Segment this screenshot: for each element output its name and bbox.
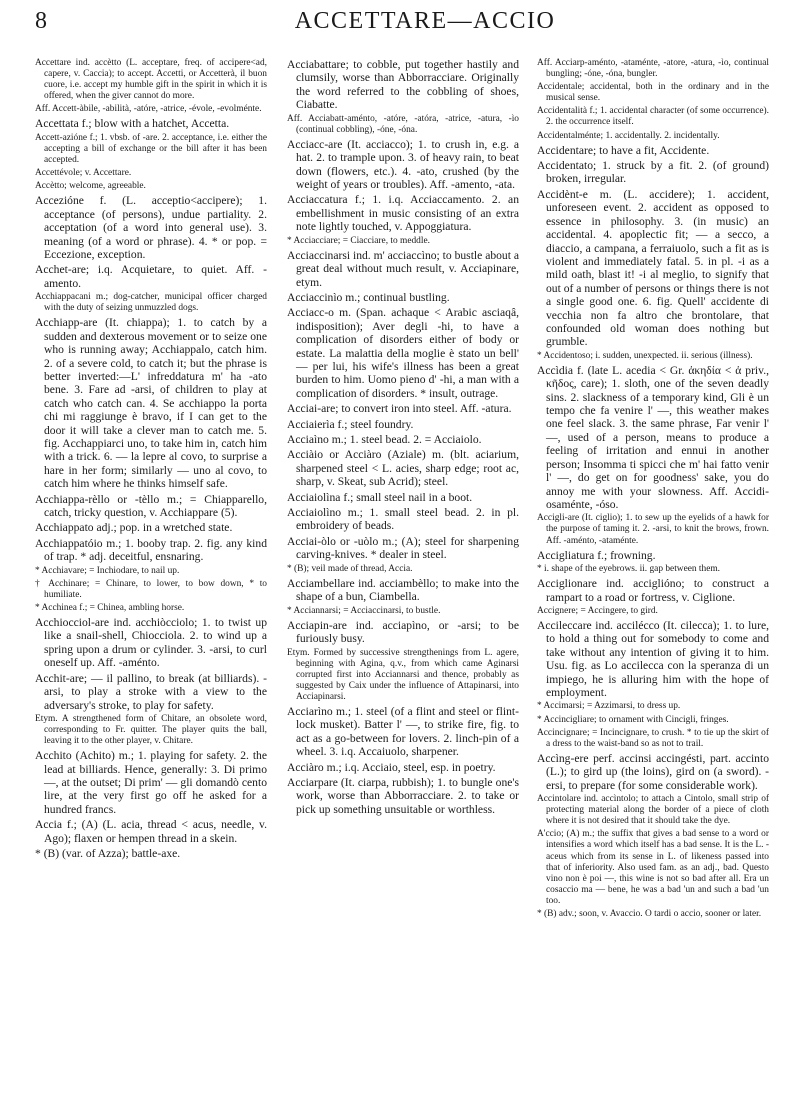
dictionary-entry: Acciaierìa f.; steel foundry. <box>287 417 414 431</box>
dictionary-entry: Acchiapp-are (It. chiappa); 1. to catch by a sudden and dexterous movement or to seize one who is running away; Acchiappalo, catch him. 2. of a severe cold, to catch it; but the phrase is better inverted:—L' infreddatura m' ha -ato bene. 3. Fare ad -arsi, of children to play at catch who catch can. 4. Se acchiappo la porta chi mi raggiunge è bravo, if I can get to the door it will take a clever man to catch me. 5. fig. Acchappiarci uno, to take him in, catch him with a trick. 6. — la lepre al covo, to surprise a hare in her form; similarly — uno al covo, to catch him where he thinks himself safe. <box>35 316 267 491</box>
dictionary-entry: Accignere; = Accingere, to gird. <box>537 605 658 616</box>
dictionary-entry: Etym. A strengthened form of Chitare, an obsolete word, corresponding to Fr. quitter. The player quits the ball, leaving it to the other player, v. Chitare. <box>35 713 267 747</box>
dictionary-entry: Accia f.; (A) (L. acia, thread < acus, needle, v. Ago); flaxen or hempen thread in a skein. <box>35 818 267 845</box>
dictionary-entry: Acciarpare (It. ciarpa, rubbish); 1. to bungle one's work, worse than Abborracciare. 2. to take or pick up something unsuitable or worthless. <box>287 776 519 816</box>
dictionary-entry: Acciai-are; to convert iron into steel. Aff. -atura. <box>287 402 512 416</box>
running-head: ACCETTARE—ACCIO <box>294 8 556 34</box>
dictionary-entry: * Acciannarsi; = Acciaccinarsi, to bustle. <box>287 605 441 616</box>
dictionary-entry: Acciarìno m.; 1. steel (of a flint and steel or flint-lock musket). Batter l' —, to strike fire, fig. to act as a go-between for lovers. 2. linch-pin of a wheel. 3. i.q. Accaiuolo, sharpener. <box>287 704 519 759</box>
column-right <box>537 58 769 1108</box>
dictionary-entry: Acchito (Achito) m.; 1. playing for safety. 2. the lead at billiards. Hence, generally: 3. Di primo —, at the outset; Di prim' — gli domandò cento lire, at the very first go off he asked for a hundred francs. <box>35 749 267 816</box>
dictionary-entry: Acchiappato adj.; pop. in a wretched state. <box>35 521 233 535</box>
dictionary-entry: † Acchinare; = Chinare, to lower, to bow down, * to humiliate. <box>35 578 267 600</box>
dictionary-entry: Acchit-are; — il pallino, to break (at billiards). -arsi, to play a stroke with a view to the adversary's stroke, to play for safety. <box>35 671 267 712</box>
dictionary-entry: * Acchinea f.; = Chinea, ambling horse. <box>35 602 185 613</box>
dictionary-entry: Acciabattare; to cobble, put together hastily and clumsily, worse than Abborracciare. Originally the word referred to the cobbling of shoes, Ciabatte. <box>287 58 519 112</box>
dictionary-entry: Accincignare; = Incincignare, to crush. * to tie up the skirt of a dress to the waist-band so as not to trail. <box>537 727 769 749</box>
dictionary-entry: A'ccio; (A) m.; the suffix that gives a bad sense to a word or intensifies a word which itself has a bad sense. It is the L. -aceus which from its sense in L. of likeness passed into that of inferiority. Also used fam. as an adj., bad. Questo vino non è poi —, this wine is not so bad after all. Era un cosaccio ma — bene, he was a bad 'un and such a bad 'un too. <box>537 829 769 906</box>
dictionary-entry: Acciambellare ind. acciambèllo; to make into the shape of a bun, Ciambella. <box>287 576 519 604</box>
dictionary-entry: Acciaccinìo m.; continual bustling. <box>287 290 450 304</box>
dictionary-entry: Accidentato; 1. struck by a fit. 2. (of ground) broken, irregular. <box>537 159 769 186</box>
dictionary-entry: Acciàro m.; i.q. Acciaio, steel, esp. in poetry. <box>287 760 496 774</box>
dictionary-entry: Acciglionare ind. acciglióno; to construct a rampart to a road or fortress, v. Ciglione. <box>537 577 769 604</box>
dictionary-entry: Acciapin-are ind. acciapìno, or -arsi; to be furiously busy. <box>287 618 519 646</box>
dictionary-entry: Aff. Accett-àbile, -abilità, -atóre, -atrice, -évole, -evolménte. <box>35 104 262 115</box>
dictionary-entry: Aff. Acciarp-aménto, -ataménte, -atore, -atura, -ìo, continual bungling; -óne, -óna, bungler. <box>537 58 769 80</box>
dictionary-entry: * Acciacciare; = Ciacciare, to meddle. <box>287 235 430 246</box>
dictionary-entry: Acchiappacani m.; dog-catcher, municipal officer charged with the duty of seizing unmuzzled dogs. <box>35 292 267 314</box>
dictionary-entry: Accigli-are (It. ciglio); 1. to sew up the eyelids of a hawk for the purpose of taming it. 2. -arsi, to knit the brows, frown. Aff. -aménto, -ataménte. <box>537 513 769 546</box>
page-header <box>0 6 800 46</box>
dictionary-entry: Acciaìno m.; 1. steel bead. 2. = Acciaiolo. <box>287 433 482 447</box>
dictionary-entry: Accìdia f. (late L. acedia < Gr. ἀκηδία < ἀ priv., κῆδος, care); 1. sloth, one of the seven deadly sins. 2. slackness of a temporary kind, Gli è un tempo che fa venire l' —, this weather makes one feel slack. 3. the same phrase, Far venir l' —, used of a person, means to produce a feeling of irritation and ennui in another person; Insomma ti spicci che m' hai fatto venir l' —, do get on for goodness' sake, you do annoy me with your slowness. Aff. Accidi-osaménte, -óso. <box>537 363 769 511</box>
dictionary-entry: * Acchiavare; = Inchiodare, to nail up. <box>35 565 180 576</box>
dictionary-entry: Acchiappa-rèllo or -tèllo m.; = Chiapparello, catch, tricky question, v. Acchiappare (5). <box>35 492 267 520</box>
dictionary-entry: Accett-azióne f.; 1. vbsb. of -are. 2. acceptance, i.e. either the accepting a bill of exchange or the bill after it has been accepted. <box>35 132 267 166</box>
dictionary-entry: Accidentare; to have a fit, Accidente. <box>537 143 710 157</box>
dictionary-entry: * Accimarsi; = Azzimarsi, to dress up. <box>537 701 681 712</box>
dictionary-entry: * i. shape of the eyebrows. ii. gap between them. <box>537 564 721 574</box>
dictionary-entry: Accìng-ere perf. accinsi accingésti, part. accinto (L.); to gird up (the loins), gird on (a sword). -ersi, to prepare (for some considerable work). <box>537 751 769 792</box>
dictionary-entry: Accigliatura f.; frowning. <box>537 548 656 562</box>
dictionary-entry: Aff. Acciabatt-aménto, -atóre, -atóra, -atrice, -atura, -ìo (continual cobbling), -óne, -óna. <box>287 113 519 135</box>
dictionary-entry: * Accincigliare; to ornament with Cincigli, fringes. <box>537 714 729 725</box>
dictionary-entry: Acciaccinarsi ind. m' acciaccìno; to bustle about a great deal without much result, v. Acciapinare, etym. <box>287 248 519 289</box>
dictionary-entry: * (B) adv.; soon, v. Avaccio. O tardi o accio, sooner or later. <box>537 908 762 919</box>
column-left <box>35 58 267 1108</box>
dictionary-entry: Accètto; welcome, agreeable. <box>35 181 146 192</box>
dictionary-entry: * (B); veil made of thread, Accia. <box>287 563 413 574</box>
page-number: 8 <box>35 8 47 34</box>
dictionary-entry: Accettata f.; blow with a hatchet, Accetta. <box>35 117 230 131</box>
dictionary-entry: Acciàio or Acciàro (Aziale) m. (blt. aciarium, sharpened steel < L. acies, sharp edge; root ac, sharp, v. Skeat, sub Acrid); steel. <box>287 448 519 489</box>
dictionary-entry: Accidentale; accidental, both in the ordinary and in the musical sense. <box>537 82 769 104</box>
dictionary-entry: Accettare ind. accètto (L. acceptare, freq. of accipere<ad, capere, v. Caccia); to accept. Accetti, or Accetterà, il buon cuore, i.e. accept my humble gift in the spirit in which it is offered, when the giver cannot do more. <box>35 58 267 102</box>
column-middle <box>287 58 519 1108</box>
dictionary-entry: Acchiocciol-are ind. acchiòcciolo; 1. to twist up like a snail-shell, Chiocciola. 2. to wind up a spring upon a drum or cylinder. 3. -arsi, to curl oneself up. Aff. -aménto. <box>35 616 267 670</box>
dictionary-entry: Acciai-òlo or -uòlo m.; (A); steel for sharpening carving-knives. * dealer in steel. <box>287 534 519 562</box>
dictionary-entry: Acciacc-are (It. acciacco); 1. to crush in, e.g. a hat. 2. to trample upon. 3. of heavy rain, to beat down (flowers, etc.). 4. -ato, crushed (by the weight of years or troubles). Aff. -amento, -ata. <box>287 137 519 192</box>
dictionary-entry: Accidènt-e m. (L. accidere); 1. accident, unforeseen event. 2. accident as opposed to essence in philosophy. 3. (in music) an accidental. 4. apoplectic fit; — a secco, a diaccio, a campana, a ferraiuolo, such a fit as is violent and immediately fatal. 5. in pl. -i as a mild oath, blast it! -i al meglio, to signify that out of a number of persons or things there is not a single good one. 6. fig. Quell' accidente di vecchia non fa altro che brontolare, that confounded old woman does nothing but grumble. <box>537 187 769 349</box>
dictionary-entry: * Accidentoso; i. sudden, unexpected. ii. serious (illness). <box>537 350 753 361</box>
dictionary-entry: Accidentalménte; 1. accidentally. 2. incidentally. <box>537 130 720 141</box>
dictionary-entry: Accezióne f. (L. acceptio<accipere); 1. acceptance (of persons), undue partiality. 2. acceptation (of a word into general use). 3. meaning (of a word or phrase). 4. * or pop. = Eccezione, exception. <box>35 194 267 261</box>
dictionary-entry: Accettévole; v. Accettare. <box>35 168 132 179</box>
dictionary-entry: Etym. Formed by successive strengthenings from L. agere, beginning with Agina, q.v., from which came Aginarsi corrupted first into Acciannarsi and thence, probably as suggested by Caix under the influence of Attapinarsi, into Acciapinarsi. <box>287 647 519 702</box>
dictionary-entry: Acciacc-o m. (Span. achaque < Arabic asciaqâ, indisposition); Aver degli -hi, to have a complication of disorders either of body or estate. La malattia della moglie è stato un bell' — per lui, his wife's illness has been a great burden to him. Uomo pieno d' -hi, a man with a complication of disorders. * insult, outrage. <box>287 306 519 400</box>
dictionary-entry: * (B) (var. of Azza); battle-axe. <box>35 847 181 861</box>
dictionary-entry: Accintolare ind. accìntolo; to attach a Cintolo, small strip of protecting material along the border of a piece of cloth where it is not desired that it should take the dye. <box>537 794 769 827</box>
dictionary-entry: Acciaiolìna f.; small steel nail in a boot. <box>287 490 473 504</box>
dictionary-entry: Accileccare ind. accilécco (It. cilecca); 1. to lure, to hold a thing out for somebody to come and take without any intention of giving it to him. Usu. fig. as Lo accilecca con la speranza di un impiego, he is alluring him with the hope of employment. <box>537 619 769 700</box>
dictionary-entry: Acchiappatóio m.; 1. booby trap. 2. fig. any kind of trap. * adj. deceitful, ensnaring. <box>35 536 267 564</box>
dictionary-entry: Accidentalità f.; 1. accidental character (of some occurrence). 2. the occurrence itself. <box>537 106 769 128</box>
dictionary-entry: Acchet-are; i.q. Acquietare, to quiet. Aff. -amento. <box>35 263 267 290</box>
dictionary-entry: Acciaiolìno m.; 1. small steel bead. 2. in pl. embroidery of beads. <box>287 506 519 533</box>
dictionary-entry: Acciaccatura f.; 1. i.q. Acciaccamento. 2. an embellishment in music consisting of an extra note lightly touched, v. Appoggiatura. <box>287 193 519 234</box>
